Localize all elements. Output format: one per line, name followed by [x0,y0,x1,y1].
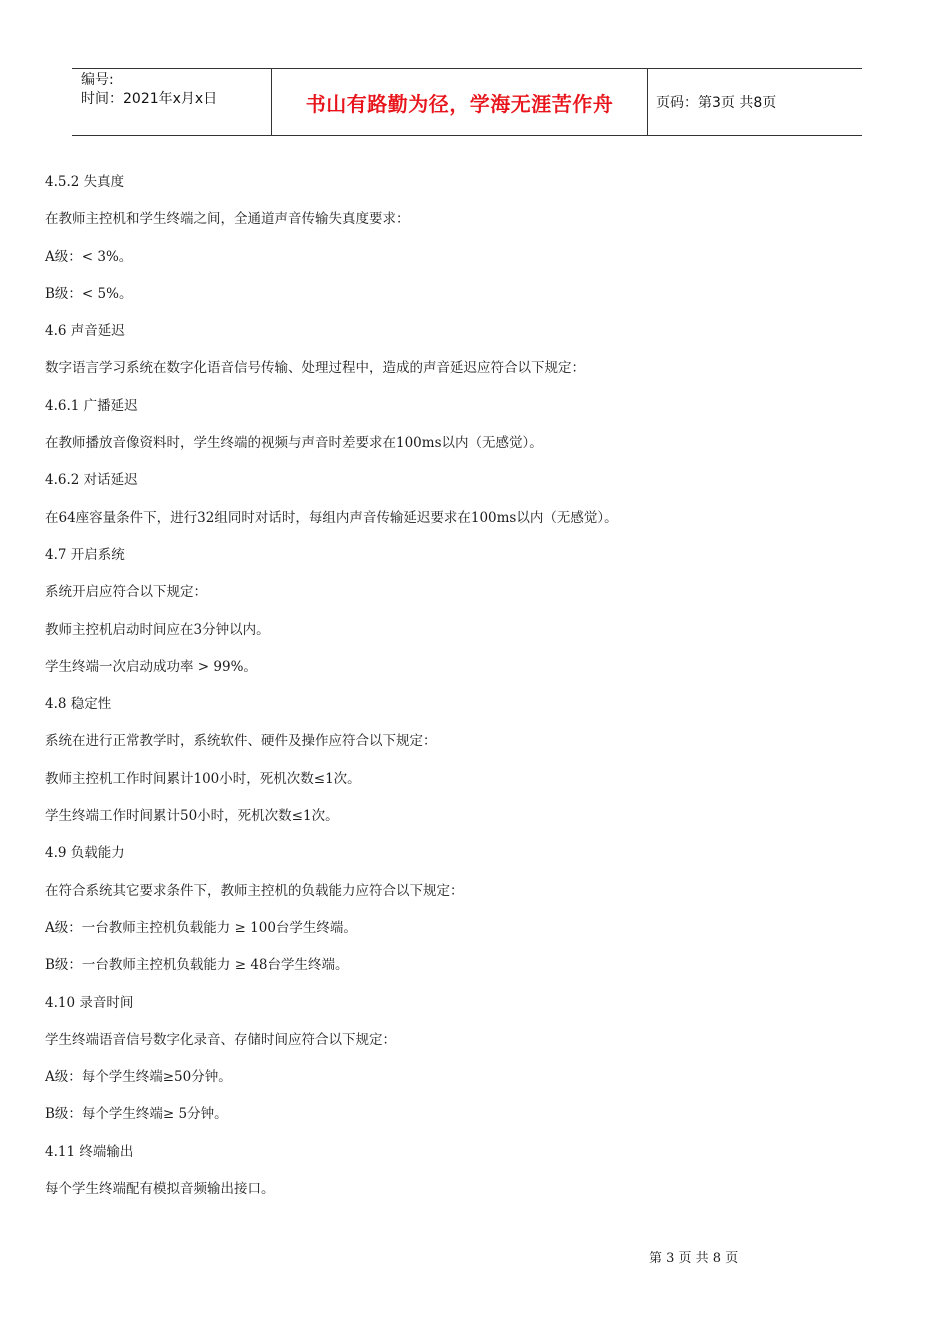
paragraph: 学生终端工作时间累计50小时，死机次数≤1次。 [45,808,339,825]
paragraph: 在64座容量条件下，进行32组同时对话时，每组内声音传输延迟要求在100ms以内（无感觉）。 [45,509,618,526]
paragraph: A级：< 3%。 [45,248,133,265]
document-time: 时间：2021年x月x日 [81,91,218,107]
page-header [72,68,862,136]
paragraph: 教师主控机工作时间累计100小时，死机次数≤1次。 [45,770,361,787]
header-motto: 书山有路勤为径，学海无涯苦作舟 [272,69,648,135]
paragraph: B级：< 5%。 [45,285,133,302]
page-footer: 第 3 页 共 8 页 [649,1251,739,1266]
paragraph: 系统在进行正常教学时，系统软件、硬件及操作应符合以下规定： [45,733,437,750]
document-body [45,170,865,1214]
paragraph: 在符合系统其它要求条件下，教师主控机的负载能力应符合以下规定： [45,882,464,899]
paragraph: 系统开启应符合以下规定： [45,584,207,601]
paragraph: 学生终端一次启动成功率 > 99%。 [45,658,257,675]
section-heading-4-6: 4.6 声音延迟 [45,323,125,340]
paragraph: 在教师主控机和学生终端之间，全通道声音传输失真度要求： [45,211,410,228]
paragraph: A级：每个学生终端≥50分钟。 [45,1069,232,1086]
header-page-code: 页码：第3页 共8页 [656,95,777,111]
section-heading-4-6-1: 4.6.1 广播延迟 [45,397,138,414]
section-heading-4-7: 4.7 开启系统 [45,546,125,563]
section-heading-4-10: 4.10 录音时间 [45,994,134,1011]
section-heading-4-8: 4.8 稳定性 [45,696,112,713]
document-number-label: 编号: [81,72,114,88]
paragraph: 数字语言学习系统在数字化语音信号传输、处理过程中，造成的声音延迟应符合以下规定： [45,360,585,377]
paragraph: A级：一台教师主控机负载能力 ≥ 100台学生终端。 [45,919,357,936]
paragraph: 每个学生终端配有模拟音频输出接口。 [45,1181,275,1198]
paragraph: B级：一台教师主控机负载能力 ≥ 48台学生终端。 [45,957,349,974]
section-heading-4-5-2: 4.5.2 失真度 [45,174,125,190]
section-heading-4-9: 4.9 负载能力 [45,845,125,862]
section-heading-4-11: 4.11 终端输出 [45,1143,134,1160]
section-heading-4-6-2: 4.6.2 对话延迟 [45,472,138,489]
paragraph: B级：每个学生终端≥ 5分钟。 [45,1106,228,1123]
paragraph: 在教师播放音像资料时，学生终端的视频与声音时差要求在100ms以内（无感觉）。 [45,435,543,452]
paragraph: 学生终端语音信号数字化录音、存储时间应符合以下规定： [45,1031,396,1048]
header-info-cell [72,69,272,135]
paragraph: 教师主控机启动时间应在3分钟以内。 [45,621,270,638]
